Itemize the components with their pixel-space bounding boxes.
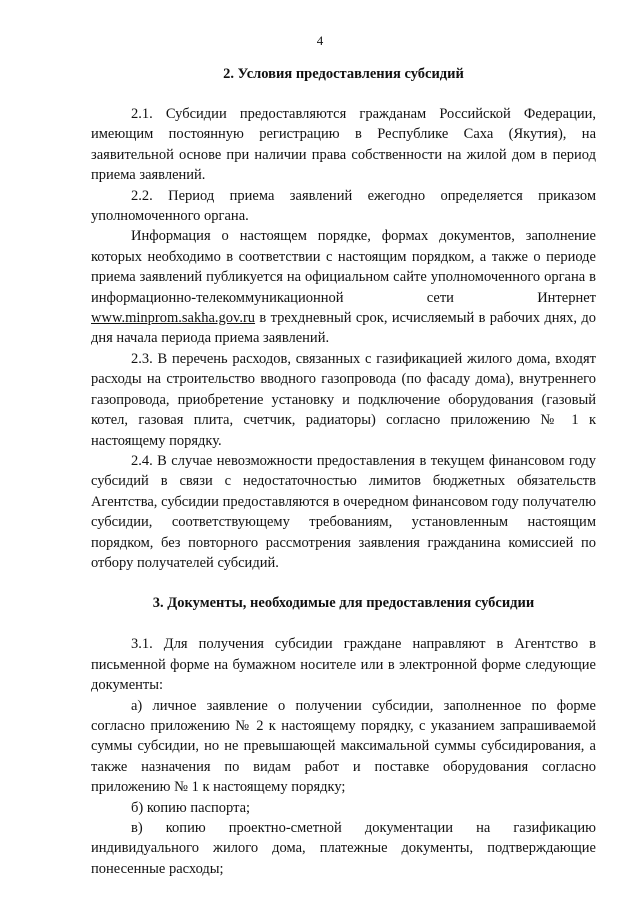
paragraph-2-3: 2.3. В перечень расходов, связанных с газификацией жилого дома, входят расходы на строительство вводного газопровода (по фасаду дома), внутреннего газопровода, приобретение установку и подключение оборудования (газовый котел, газовая плита, счетчик, радиаторы) согласно приложению № 1 к настоящему порядку. (91, 350, 596, 449)
paragraph-2-1: 2.1. Субсидии предоставляются гражданам Российской Федерации, имеющим постоянную регистрацию в Республике Саха (Якутия), на заявительной основе при наличии права собственности на жилой дом в период приема заявлений. (91, 106, 596, 184)
paragraph-info (91, 226, 596, 348)
list-item-c: в) копию проектно-сметной документации на газификацию индивидуального жилого дома, платежные документы, подтверждающие понесенные расходы; (91, 820, 596, 877)
paragraph-2-2: 2.2. Период приема заявлений ежегодно определяется приказом уполномоченного органа. (91, 187, 596, 225)
document-body (91, 64, 596, 879)
section-2-title: 2. Условия предоставления субсидий (223, 66, 464, 82)
paragraph-2-4: 2.4. В случае невозможности предоставления в текущем финансовом году субсидий в связи с недостаточностью лимитов бюджетных обязательств Агентства, субсидии предоставляются в очередном финансовом году получателю субсидии, соответствующему требованиям, установленным настоящим порядком, без повторного рассмотрения заявления гражданина комиссией по отбору получателей субсидий. (91, 452, 596, 571)
paragraph-info-text-start: Информация о настоящем порядке, формах документов, заполнение которых необходимо в соответствии с настоящим порядком, а также о периоде приема заявлений публикуется на официальном сайте уполномоченного органа в информационно-телекоммуникационной сети Интернет (91, 228, 596, 306)
paragraph-3-1: 3.1. Для получения субсидии граждане направляют в Агентство в письменной форме на бумажном носителе или в электронной форме следующие документы: (91, 636, 596, 694)
website-link[interactable]: www.minprom.sakha.gov.ru (91, 310, 256, 327)
section-3-title: 3. Документы, необходимые для предоставления субсидии (152, 595, 535, 612)
paragraph-info-text-end: в трехдневный срок, исчисляемый в рабочих днях, до дня начала периода приема заявлений. (91, 310, 596, 347)
list-item-a: а) личное заявление о получении субсидии, заполненное по форме согласно приложению № 2 к настоящему порядку, с указанием запрашиваемой суммы субсидии, но не превышающей максимальной суммы субсидирования, а также назначения по видам работ и поставке оборудования согласно приложению № 1 к настоящему порядку; (91, 697, 596, 796)
list-item-b: б) копию паспорта; (131, 799, 251, 816)
page-number: 4 (316, 33, 324, 48)
